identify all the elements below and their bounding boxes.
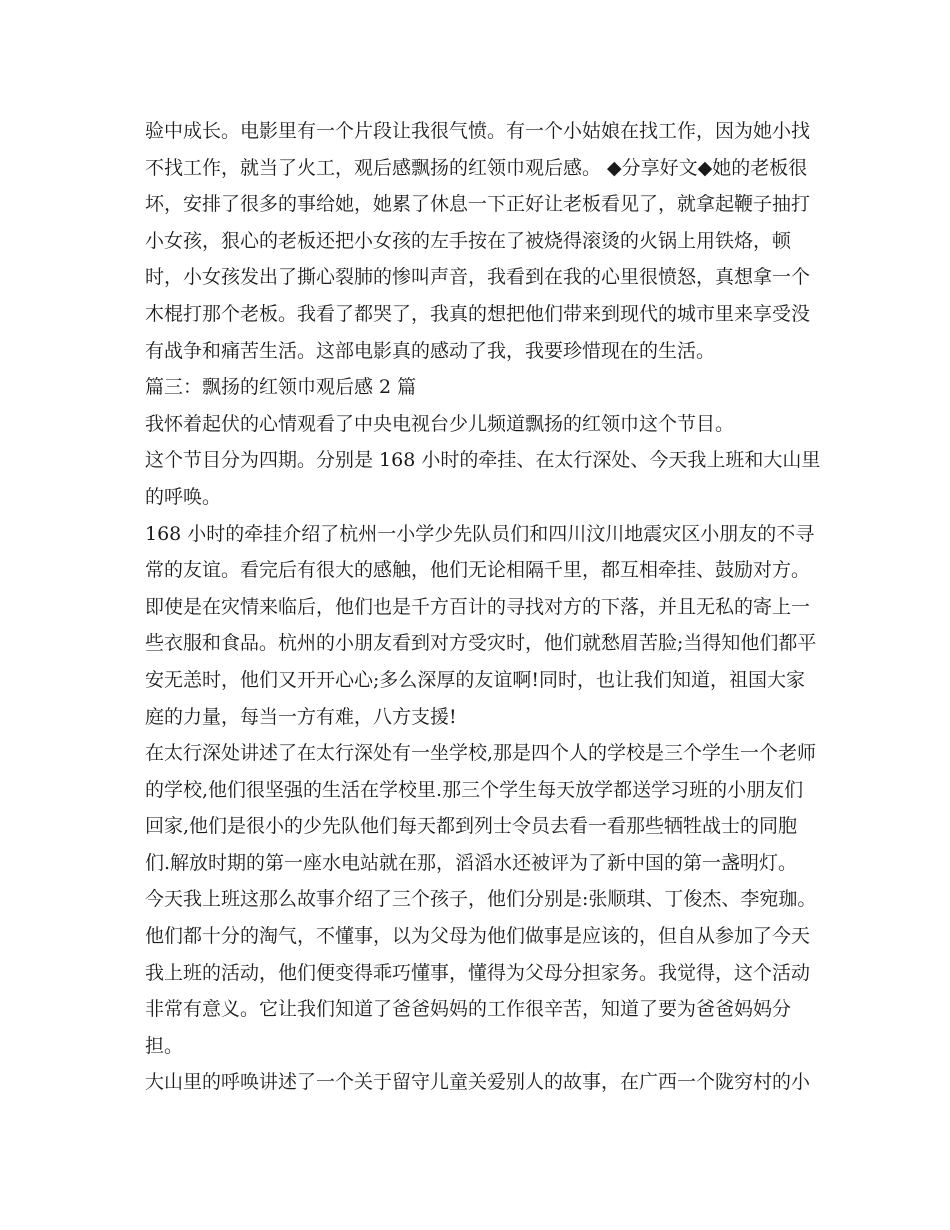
text-line: 时，小女孩发出了撕心裂肺的惨叫声音，我看到在我的心里很愤怒，真想拿一个 xyxy=(145,266,811,289)
text-line: 常的友谊。看完后有很大的感触，他们无论相隔千里，都互相牵挂、鼓励对方。 xyxy=(145,559,811,582)
text-line: 的学校,他们很坚强的生活在学校里.那三个学生每天放学都送学习班的小朋友们 xyxy=(145,778,804,801)
text-line: 168 小时的牵挂介绍了杭州一小学少先队员们和四川汶川地震灾区小朋友的不寻 xyxy=(145,522,815,545)
text-line: 这个节目分为四期。分别是 168 小时的牵挂、在太行深处、今天我上班和大山里 xyxy=(145,449,821,472)
text-line: 验中成长。电影里有一个片段让我很气愤。有一个小姑娘在找工作，因为她小找 xyxy=(145,120,811,142)
text-line: 在太行深处讲述了在太行深处有一坐学校,那是四个人的学校是三个学生一个老师 xyxy=(145,742,817,765)
text-line: 庭的力量，每当一方有难，八方支援! xyxy=(145,705,457,728)
text-line: 些衣服和食品。杭州的小朋友看到对方受灾时，他们就愁眉苦脸;当得知他们都平 xyxy=(145,632,817,655)
text-line: 即使是在灾情来临后，他们也是千方百计的寻找对方的下落，并且无私的寄上一 xyxy=(145,595,811,618)
text-line: 担。 xyxy=(145,1034,184,1057)
text-line: 的呼唤。 xyxy=(145,485,222,508)
text-line: 安无恙时，他们又开开心心;多么深厚的友谊啊!同时，也让我们知道，祖国大家 xyxy=(145,668,806,691)
text-line: 我上班的活动，他们便变得乖巧懂事，懂得为父母分担家务。我觉得，这个活动 xyxy=(145,961,811,984)
text-line: 们.解放时期的第一座水电站就在那，滔滔水还被评为了新中国的第一盏明灯。 xyxy=(145,851,798,874)
document-body xyxy=(145,113,821,1101)
text-line: 木棍打那个老板。我看了都哭了，我真的想把他们带来到现代的城市里来享受没 xyxy=(145,302,811,325)
text-line: 回家,他们是很小的少先队他们每天都到列士令员去看一看那些牺牲战士的同胞 xyxy=(145,815,798,838)
text-line: 不找工作，就当了火工，观后感飘扬的红领巾观后感。 ◆分享好文◆她的老板很 xyxy=(145,156,808,179)
text-line: 他们都十分的淘气，不懂事，以为父母为他们做事是应该的，但自从参加了今天 xyxy=(145,925,811,948)
text-line: 今天我上班这那么故事介绍了三个孩子，他们分别是:张顺琪、丁俊杰、李宛珈。 xyxy=(145,888,817,911)
text-line: 我怀着起伏的心情观看了中央电视台少儿频道飘扬的红领巾这个节目。 xyxy=(145,412,735,435)
text-line: 有战争和痛苦生活。这部电影真的感动了我，我要珍惜现在的生活。 xyxy=(145,339,716,362)
text-line: 非常有意义。它让我们知道了爸爸妈妈的工作很辛苦，知道了要为爸爸妈妈分 xyxy=(145,998,792,1021)
text-line: 坏，安排了很多的事给她，她累了休息一下正好让老板看见了，就拿起鞭子抽打 xyxy=(145,193,811,216)
section-heading: 篇三：飘扬的红领巾观后感 2 篇 xyxy=(145,376,417,399)
text-line: 大山里的呼唤讲述了一个关于留守儿童关爱别人的故事，在广西一个陇穷村的小 xyxy=(145,1071,811,1094)
text-line: 小女孩，狠心的老板还把小女孩的左手按在了被烧得滚烫的火锅上用铁烙，顿 xyxy=(145,229,792,252)
